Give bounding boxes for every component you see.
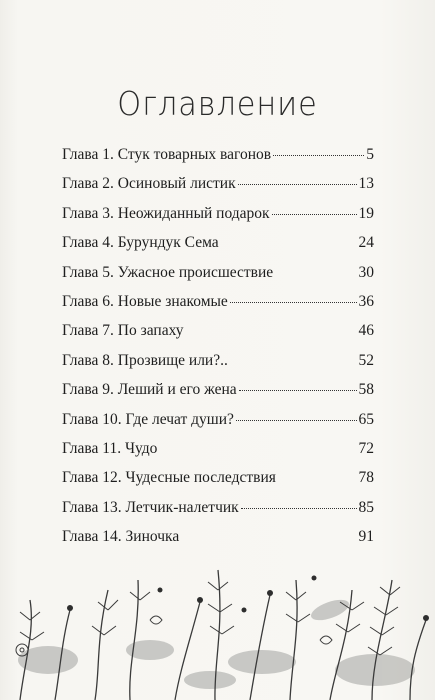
toc-entry [62, 381, 374, 410]
toc-entry-page-number: 72 [358, 439, 374, 457]
botanical-plants-illustration [0, 550, 435, 700]
toc-entry-page-number: 85 [358, 498, 374, 516]
toc-entry-page-number: 30 [358, 263, 374, 281]
toc-entry-label: Глава 1. Стук товарных вагонов [62, 146, 272, 163]
toc-entry-page-number: 19 [358, 204, 374, 222]
toc-entry [62, 146, 374, 175]
toc-entry [62, 469, 374, 498]
toc-entry-label: Глава 13. Летчик-налетчик [62, 498, 239, 516]
toc-entry-label: Глава 10. Где лечат души? [62, 410, 234, 428]
toc-entry-label: Глава 12. Чудесные последствия [62, 469, 276, 487]
toc-entry-page-number: 78 [358, 469, 374, 487]
toc-dot-leader [181, 536, 356, 538]
toc-entry [62, 264, 374, 293]
toc-dot-leader [236, 419, 357, 421]
toc-dot-leader [230, 301, 357, 303]
toc-entry-label: Глава 5. Ужасное происшествие [62, 263, 274, 281]
toc-dot-leader [159, 448, 356, 450]
table-of-contents [62, 146, 374, 557]
toc-entry-page-number: 91 [358, 528, 374, 546]
toc-entry-page-number: 13 [358, 175, 374, 193]
toc-entry [62, 175, 374, 204]
toc-entry-page-number: 24 [358, 234, 374, 252]
toc-dot-leader [273, 154, 364, 156]
toc-entry [62, 293, 374, 322]
toc-entry-label: Глава 6. Новые знакомые [62, 292, 228, 310]
page-title: Оглавление [117, 84, 318, 123]
toc-dot-leader [185, 330, 356, 332]
toc-entry-label: Глава 4. Бурундук Сема [62, 234, 219, 252]
toc-dot-leader [239, 389, 357, 391]
toc-entry [62, 205, 374, 234]
toc-entry-page-number: 65 [358, 410, 374, 428]
toc-entry [62, 499, 374, 528]
toc-dot-leader [278, 477, 357, 479]
toc-entry-label: Глава 3. Неожиданный подарок [62, 204, 270, 222]
toc-entry [62, 411, 374, 440]
toc-entry-label: Глава 8. Прозвище или?.. [62, 351, 228, 369]
toc-entry-page-number: 52 [358, 351, 374, 369]
toc-dot-leader [221, 242, 357, 244]
toc-entry-page-number: 36 [358, 292, 374, 310]
toc-entry-page-number: 46 [358, 322, 374, 340]
toc-dot-leader [275, 272, 356, 274]
toc-entry-page-number: 58 [358, 381, 374, 399]
toc-dot-leader [230, 360, 357, 362]
toc-entry-page-number: 5 [366, 146, 374, 163]
toc-entry [62, 440, 374, 469]
toc-entry [62, 322, 374, 351]
toc-entry [62, 234, 374, 263]
toc-entry-label: Глава 7. По запаху [62, 322, 184, 340]
toc-entry-label: Глава 2. Осиновый листик [62, 175, 236, 193]
toc-dot-leader [238, 183, 357, 185]
toc-entry [62, 352, 374, 381]
toc-dot-leader [272, 213, 357, 215]
toc-entry-label: Глава 11. Чудо [62, 439, 158, 457]
toc-entry-label: Глава 14. Зиночка [62, 528, 180, 546]
berries [67, 576, 429, 622]
toc-entry-label: Глава 9. Леший и его жена [62, 381, 237, 399]
toc-dot-leader [241, 507, 357, 509]
